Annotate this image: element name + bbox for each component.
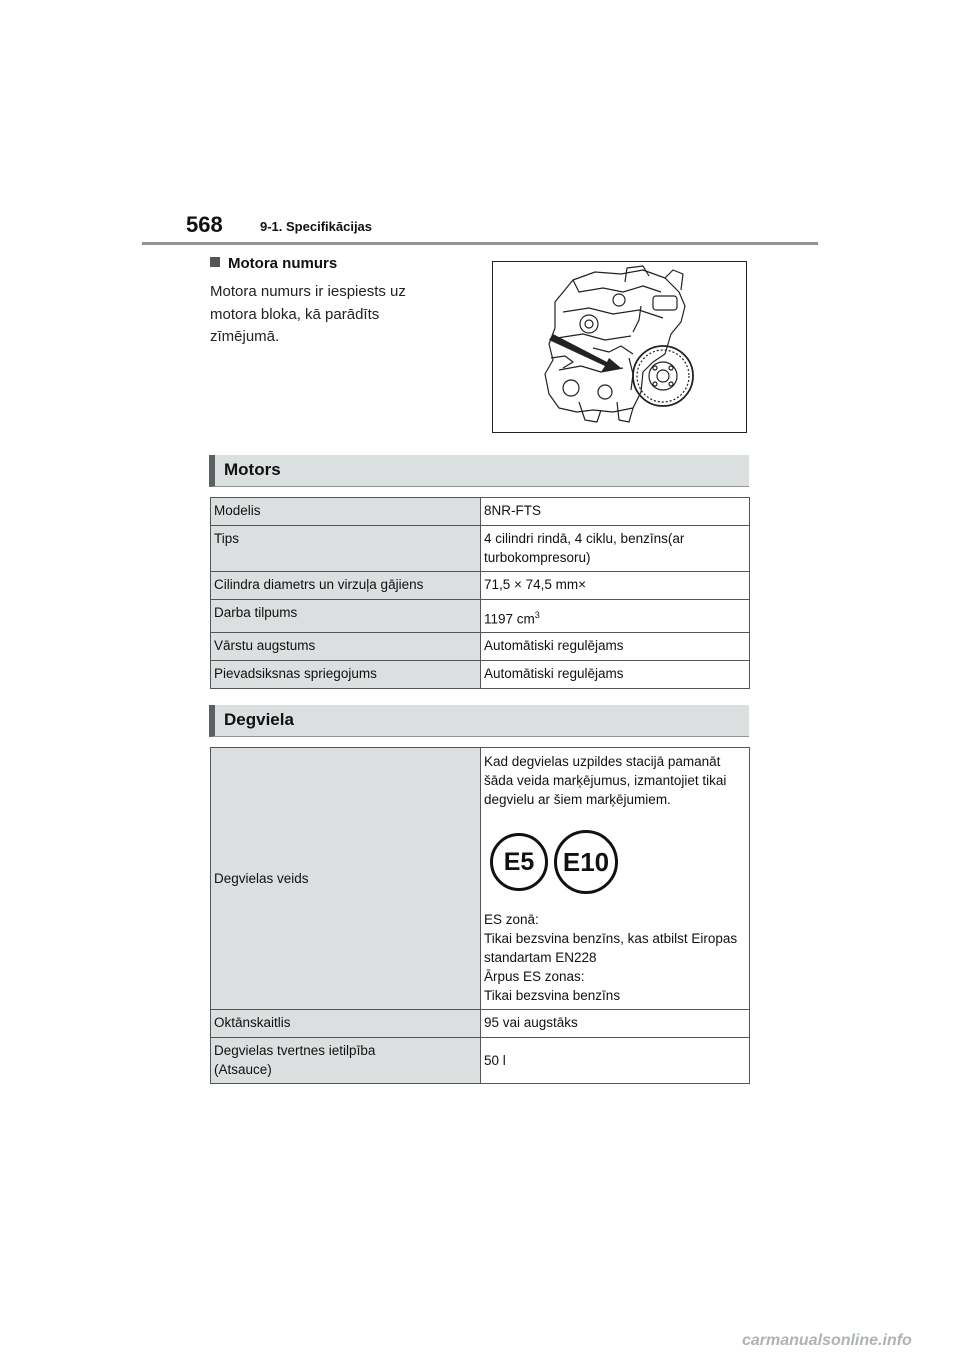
row-value: 95 vai augstāks <box>481 1010 750 1038</box>
fuel-intro-text: Kad degvielas uzpildes stacijā pamanāt šāda veida marķējumus, izmantojiet tikai degvielu ar šiem marķējumiem. <box>484 754 727 807</box>
bullet-square-icon <box>210 257 220 267</box>
engine-number-text: Motora numurs ir iespiests uz motora bloka, kā parādīts zīmējumā. <box>210 283 406 345</box>
motors-section-title: Motors <box>224 460 281 479</box>
row-value <box>481 748 750 1010</box>
table-row <box>211 660 750 688</box>
section-header: 9-1. Specifikācijas <box>260 219 373 234</box>
row-value: Automātiski regulējams <box>481 660 750 688</box>
row-label: Pievadsiksnas spriegojums <box>211 660 481 688</box>
e5-label: E5 <box>503 847 535 876</box>
motors-table <box>210 497 750 689</box>
row-value: 8NR-FTS <box>481 498 750 526</box>
table-row <box>211 748 750 1010</box>
row-value: Automātiski regulējams <box>481 632 750 660</box>
row-label: Cilindra diametrs un virzuļa gājiens <box>211 572 481 600</box>
table-row <box>211 1038 750 1084</box>
table-row <box>211 526 750 572</box>
tank-label-line2: (Atsauce) <box>214 1062 272 1077</box>
tank-label-line1: Degvielas tvertnes ietilpība <box>214 1043 376 1058</box>
fuel-section-title: Degviela <box>224 710 294 729</box>
eu-text: Tikai bezsvina benzīns, kas atbilst Eiropas standartam EN228 <box>484 931 738 965</box>
row-label: Vārstu augstums <box>211 632 481 660</box>
fuel-logos <box>490 833 746 894</box>
fuel-table <box>210 747 750 1084</box>
row-label: Modelis <box>211 498 481 526</box>
table-row <box>211 600 750 633</box>
eu-heading: ES zonā: <box>484 912 539 927</box>
non-eu-text: Tikai bezsvina benzīns <box>484 988 621 1003</box>
engine-number-heading-text: Motora numurs <box>228 255 338 272</box>
row-label: Darba tilpums <box>211 600 481 633</box>
e10-label: E10 <box>562 846 610 877</box>
watermark: carmanualsonline.info <box>742 1332 912 1349</box>
page-number: 568 <box>186 212 223 237</box>
row-value: 71,5 × 74,5 mm× <box>481 572 750 600</box>
row-value: 4 cilindri rindā, 4 ciklu, benzīns(ar turbokompresoru) <box>481 526 750 572</box>
row-label: Degvielas veids <box>211 748 481 1010</box>
row-label <box>211 1038 481 1084</box>
row-value <box>481 600 750 633</box>
engine-illustration <box>492 261 747 433</box>
row-value: 50 l <box>481 1038 750 1084</box>
table-row <box>211 632 750 660</box>
non-eu-heading: Ārpus ES zonas: <box>484 969 585 984</box>
displacement-unit-superscript: 3 <box>534 610 540 620</box>
e5-fuel-icon <box>490 833 548 891</box>
row-label: Tips <box>211 526 481 572</box>
header-divider <box>142 242 818 245</box>
displacement-value: 1197 cm <box>484 611 535 627</box>
engine-drawing-icon <box>493 262 746 432</box>
row-label: Oktānskaitlis <box>211 1010 481 1038</box>
fuel-section-bar <box>209 705 749 737</box>
table-row <box>211 498 750 526</box>
motors-section-bar <box>209 455 749 487</box>
e10-fuel-icon <box>554 830 618 894</box>
table-row <box>211 572 750 600</box>
engine-number-heading <box>210 255 337 272</box>
table-row <box>211 1010 750 1038</box>
